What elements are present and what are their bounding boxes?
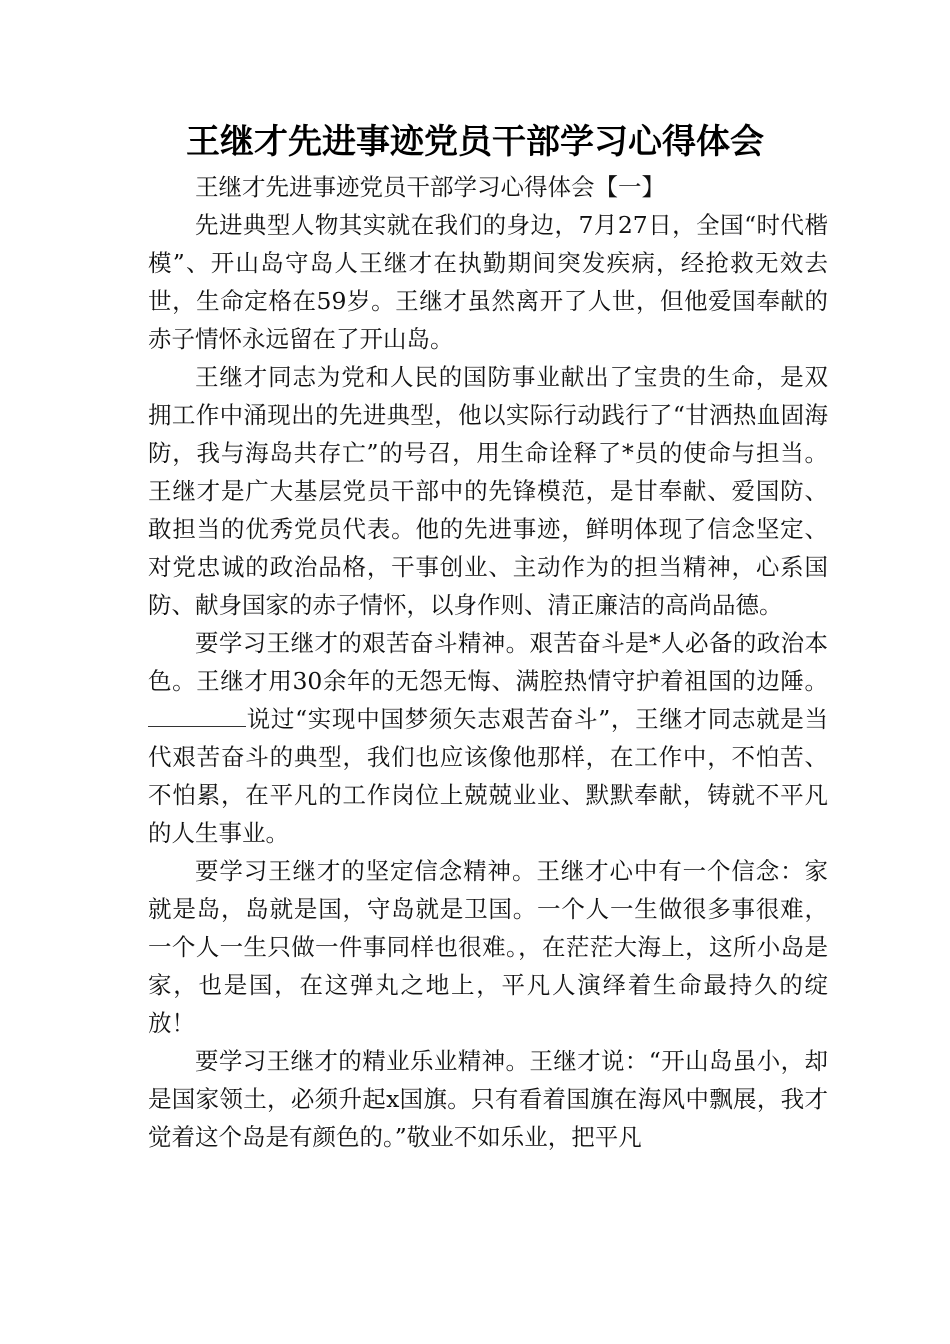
document-body [148, 168, 828, 1156]
paragraph-contribution: 王继才同志为党和人民的国防事业献出了宝贵的生命，是双拥工作中涌现出的先进典型，他以实际行动践行了“甘洒热血固海防，我与海岛共存亡”的号召，用生命诠释了*员的使命与担当。王继才是广大基层党员干部中的先锋模范，是甘奉献、爱国防、敢担当的优秀党员代表。他的先进事迹，鲜明体现了信念坚定、对党忠诚的政治品格，干事创业、主动作为的担当精神，心系国防、献身国家的赤子情怀，以身作则、清正廉洁的高尚品德。 [148, 363, 828, 619]
document-title: 王继才先进事迹党员干部学习心得体会 [186, 122, 764, 162]
paragraph-intro: 先进典型人物其实就在我们的身边，7月27日，全国“时代楷模”、开山岛守岛人王继才在执勤期间突发疾病，经抢救无效去世，生命定格在59岁。王继才虽然离开了人世，但他爱国奉献的赤子情怀永远留在了开山岛。 [148, 211, 828, 353]
paragraph-belief: 要学习王继才的坚定信念精神。王继才心中有一个信念：家就是岛，岛就是国，守岛就是卫国。一个人一生做很多事很难，一个人一生只做一件事同样也很难。，在茫茫大海上，这所小岛是家，也是国，在这弹丸之地上，平凡人演绎着生命最持久的绽放！ [148, 857, 828, 1037]
paragraph-hardship-part1: 要学习王继才的艰苦奋斗精神。艰苦奋斗是*人必备的政治本色。王继才用30余年的无怨无悔、满腔热情守护着祖国的边陲。 [148, 629, 828, 695]
paragraph-dedication: 要学习王继才的精业乐业精神。王继才说：“开山岛虽小，却是国家领土，必须升起x国旗。只有看着国旗在海风中飘展，我才觉着这个岛是有颜色的。”敬业不如乐业，把平凡 [148, 1047, 828, 1151]
paragraph-hardship [148, 624, 828, 852]
paragraph-hardship-part2: 说过“实现中国梦须矢志艰苦奋斗”，王继才同志就是当代艰苦奋斗的典型，我们也应该像他那样，在工作中，不怕苦、不怕累，在平凡的工作岗位上兢兢业业、默默奉献，铸就不平凡的人生事业。 [148, 705, 828, 847]
blank-underline [148, 708, 246, 727]
section-subtitle: 王继才先进事迹党员干部学习心得体会【一】 [195, 173, 665, 201]
